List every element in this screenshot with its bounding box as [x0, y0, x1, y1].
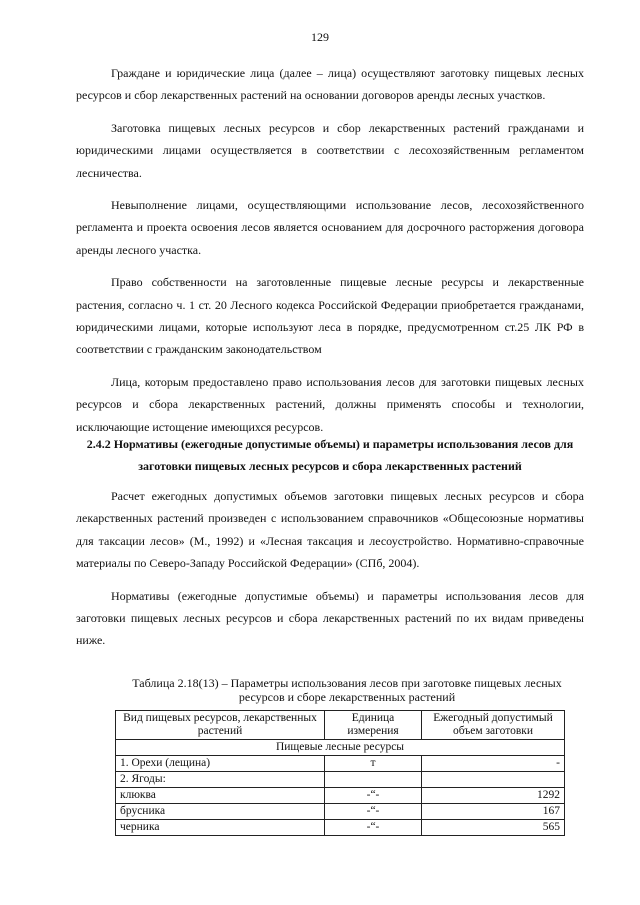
paragraph: Лица, которым предоставлено право использования лесов для заготовки пищевых лесных ресурсов и сбора лекарственных растений, должны применять способы и технологии, исключающие истощение имеющихся ресурсов.: [76, 374, 584, 434]
column-header-unit: Единица измерения: [325, 711, 422, 740]
cell-resource: клюква: [116, 788, 325, 804]
paragraph: Расчет ежегодных допустимых объемов заготовки пищевых лесных ресурсов и сбора лекарственных растений произведен с использованием справочников «Общесоюзные нормативы для таксации лесов» (М., 1992) и «Лесная таксация и лесоустройство. Нормативно-справочные материалы по Северо-Западу Российской Федерации» (СПб, 2004).: [76, 489, 584, 571]
norms-table: [115, 710, 565, 836]
cell-volume: 1292: [422, 788, 565, 804]
paragraph: Заготовка пищевых лесных ресурсов и сбор лекарственных растений гражданами и юридическими лицами осуществляется в соответствии с лесохозяйственным регламентом лесничества.: [76, 120, 584, 180]
cell-volume: 565: [422, 820, 565, 836]
page-number: 129: [311, 30, 329, 44]
column-header-annual-volume: Ежегодный допустимый объем заготовки: [422, 711, 565, 740]
paragraph: Право собственности на заготовленные пищевые лесные ресурсы и лекарственные растения, согласно ч. 1 ст. 20 Лесного кодекса Российской Федерации приобретается гражданами, юридическими лицами, которые используют леса в порядке, предусмотренном ст.25 ЛК РФ в соответствии с гражданским законодательством: [76, 275, 584, 357]
body-text-top: [76, 62, 584, 448]
cell-unit: т: [325, 756, 422, 772]
cell-resource: черника: [116, 820, 325, 836]
cell-unit: -“-: [325, 804, 422, 820]
cell-volume: -: [422, 756, 565, 772]
cell-resource: 2. Ягоды:: [116, 772, 325, 788]
paragraph: Граждане и юридические лица (далее – лица) осуществляют заготовку пищевых лесных ресурсов и сбор лекарственных растений на основании договоров аренды лесных участков.: [76, 66, 584, 103]
table-caption: Таблица 2.18(13) – Параметры использования лесов при заготовке пищевых лесных ресурсов и сборе лекарственных растений: [132, 676, 562, 704]
table-header-row: [116, 711, 565, 740]
table-row: [116, 772, 565, 788]
table-row: [116, 820, 565, 836]
cell-volume: [422, 772, 565, 788]
body-text-bottom: [76, 485, 584, 662]
cell-unit: -“-: [325, 820, 422, 836]
paragraph: Нормативы (ежегодные допустимые объемы) и параметры использования лесов для заготовки пищевых лесных ресурсов и сбора лекарственных растений по их видам приведены ниже.: [76, 588, 584, 648]
section-heading: 2.4.2 Нормативы (ежегодные допустимые объемы) и параметры использования лесов для заготовки пищевых лесных ресурсов и сбора лекарственных растений: [86, 437, 574, 473]
table-row: [116, 788, 565, 804]
table-section-row: [116, 740, 565, 756]
cell-resource: 1. Орехи (лещина): [116, 756, 325, 772]
section-row-label: Пищевые лесные ресурсы: [116, 740, 565, 756]
column-header-resource-type: Вид пищевых ресурсов, лекарственных растений: [116, 711, 325, 740]
cell-resource: брусника: [116, 804, 325, 820]
cell-unit: [325, 772, 422, 788]
table-row: [116, 756, 565, 772]
cell-volume: 167: [422, 804, 565, 820]
paragraph: Невыполнение лицами, осуществляющими использование лесов, лесохозяйственного регламента и проекта освоения лесов является основанием для досрочного расторжения договора аренды лесного участка.: [76, 198, 584, 257]
cell-unit: -“-: [325, 788, 422, 804]
table-row: [116, 804, 565, 820]
